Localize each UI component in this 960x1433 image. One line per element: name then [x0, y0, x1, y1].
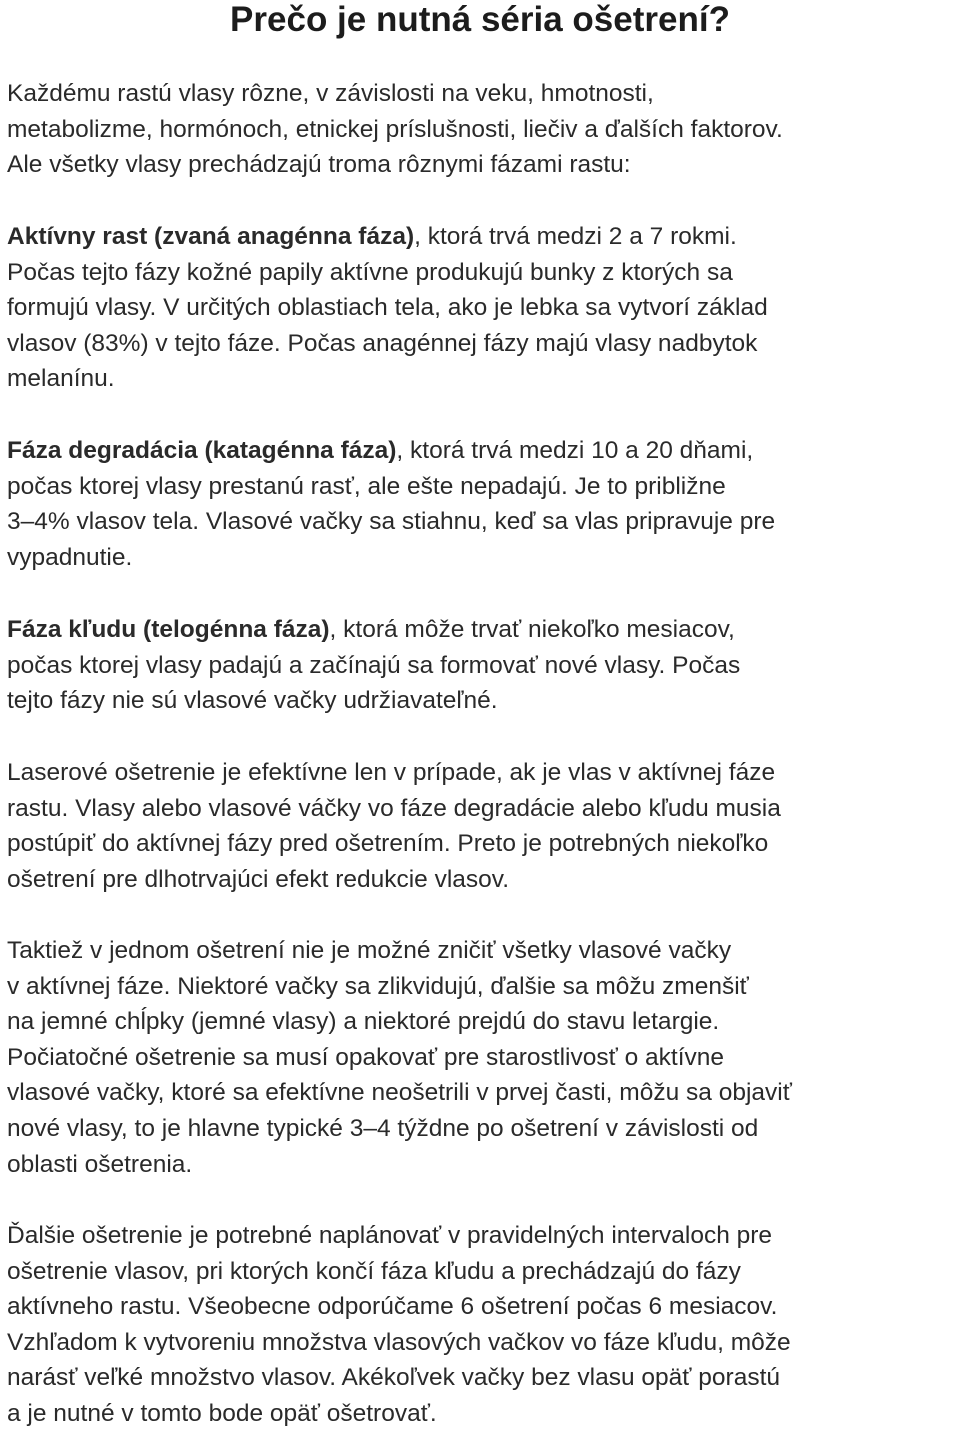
text-line: počas ktorej vlasy prestanú rasť, ale ešte nepadajú. Je to približne	[7, 472, 726, 500]
text-line: nové vlasy, to je hlavne typické 3–4 týždne po ošetrení v závislosti od	[7, 1114, 759, 1142]
text-line: Počiatočné ošetrenie sa musí opakovať pre starostlivosť o aktívne	[7, 1043, 724, 1071]
text-line: ošetrenie vlasov, pri ktorých končí fáza kľudu a prechádzajú do fázy	[7, 1257, 741, 1285]
text-line: Vzhľadom k vytvoreniu množstva vlasových vačkov vo fáze kľudu, môže	[7, 1328, 791, 1356]
text-line: vlasové vačky, ktoré sa efektívne neošetrili v prvej časti, môžu sa objaviť	[7, 1079, 792, 1107]
text-line: narásť veľké množstvo vlasov. Akékoľvek vačky bez vlasu opäť porastú	[7, 1364, 781, 1392]
text-line: tejto fázy nie sú vlasové vačky udržiavateľné.	[7, 687, 498, 715]
text-line: Každému rastú vlasy rôzne, v závislosti na veku, hmotnosti,	[7, 80, 654, 107]
text-line: 3–4% vlasov tela. Vlasové vačky sa stiahnu, keď sa vlas pripravuje pre	[7, 508, 776, 536]
text-line: melanínu.	[7, 365, 115, 393]
text-line: ošetrení pre dlhotrvajúci efekt redukcie vlasov.	[7, 865, 510, 893]
text-line: počas ktorej vlasy padajú a začínajú sa formovať nové vlasy. Počas	[7, 651, 741, 679]
text-line: Laserové ošetrenie je efektívne len v prípade, ak je vlas v aktívnej fáze	[7, 759, 776, 786]
telogen-heading: Fáza kľudu (telogénna fáza)	[7, 616, 330, 643]
text-line: metabolizme, hormónoch, etnickej príslušnosti, liečiv a ďalších faktorov.	[7, 115, 783, 143]
telogen-paragraph	[7, 612, 959, 719]
text-line: oblasti ošetrenia.	[7, 1150, 193, 1178]
text-line: Ale všetky vlasy prechádzajú troma rôznymi fázami rastu:	[7, 151, 631, 179]
text-line: Ďalšie ošetrenie je potrebné naplánovať v pravidelných intervaloch pre	[7, 1222, 773, 1249]
catagen-heading: Fáza degradácia (katagénna fáza)	[7, 437, 397, 464]
text-line: a je nutné v tomto bode opäť ošetrovať.	[7, 1399, 437, 1427]
text-line: Taktiež v jednom ošetrení nie je možné zničiť všetky vlasové vačky	[7, 937, 732, 964]
anagen-duration: , ktorá trvá medzi 2 a 7 rokmi.	[414, 223, 737, 250]
next-treatment-paragraph	[7, 1218, 959, 1432]
text-line	[7, 612, 959, 648]
anagen-paragraph	[7, 219, 959, 397]
text-line	[7, 433, 959, 469]
text-line: postúpiť do aktívnej fázy pred ošetrením. Preto je potrebných niekoľko	[7, 830, 769, 858]
text-line: rastu. Vlasy alebo vlasové váčky vo fáze degradácie alebo kľudu musia	[7, 794, 781, 822]
text-line: vypadnutie.	[7, 543, 133, 571]
text-line: vlasov (83%) v tejto fáze. Počas anagénnej fázy majú vlasy nadbytok	[7, 329, 758, 357]
text-line: v aktívnej fáze. Niektoré vačky sa zlikvidujú, ďalšie sa môžu zmenšiť	[7, 972, 749, 1000]
text-line	[7, 219, 959, 255]
laser-paragraph	[7, 755, 959, 897]
catagen-paragraph	[7, 433, 959, 575]
text-line: Počas tejto fázy kožné papily aktívne produkujú bunky z ktorých sa	[7, 258, 733, 286]
text-line: formujú vlasy. V určitých oblastiach tela, ako je lebka sa vytvorí základ	[7, 294, 768, 322]
catagen-duration: , ktorá trvá medzi 10 a 20 dňami,	[396, 437, 754, 464]
text-line: na jemné chĺpky (jemné vlasy) a niektoré prejdú do stavu letargie.	[7, 1008, 720, 1036]
single-treatment-paragraph	[7, 933, 959, 1182]
intro-paragraph	[7, 76, 959, 183]
text-line: aktívneho rastu. Všeobecne odporúčame 6 ošetrení počas 6 mesiacov.	[7, 1293, 778, 1321]
anagen-heading: Aktívny rast (zvaná anagénna fáza)	[7, 223, 415, 250]
page-title: Prečo je nutná séria ošetrení?	[230, 0, 730, 39]
telogen-duration: , ktorá môže trvať niekoľko mesiacov,	[329, 616, 735, 643]
